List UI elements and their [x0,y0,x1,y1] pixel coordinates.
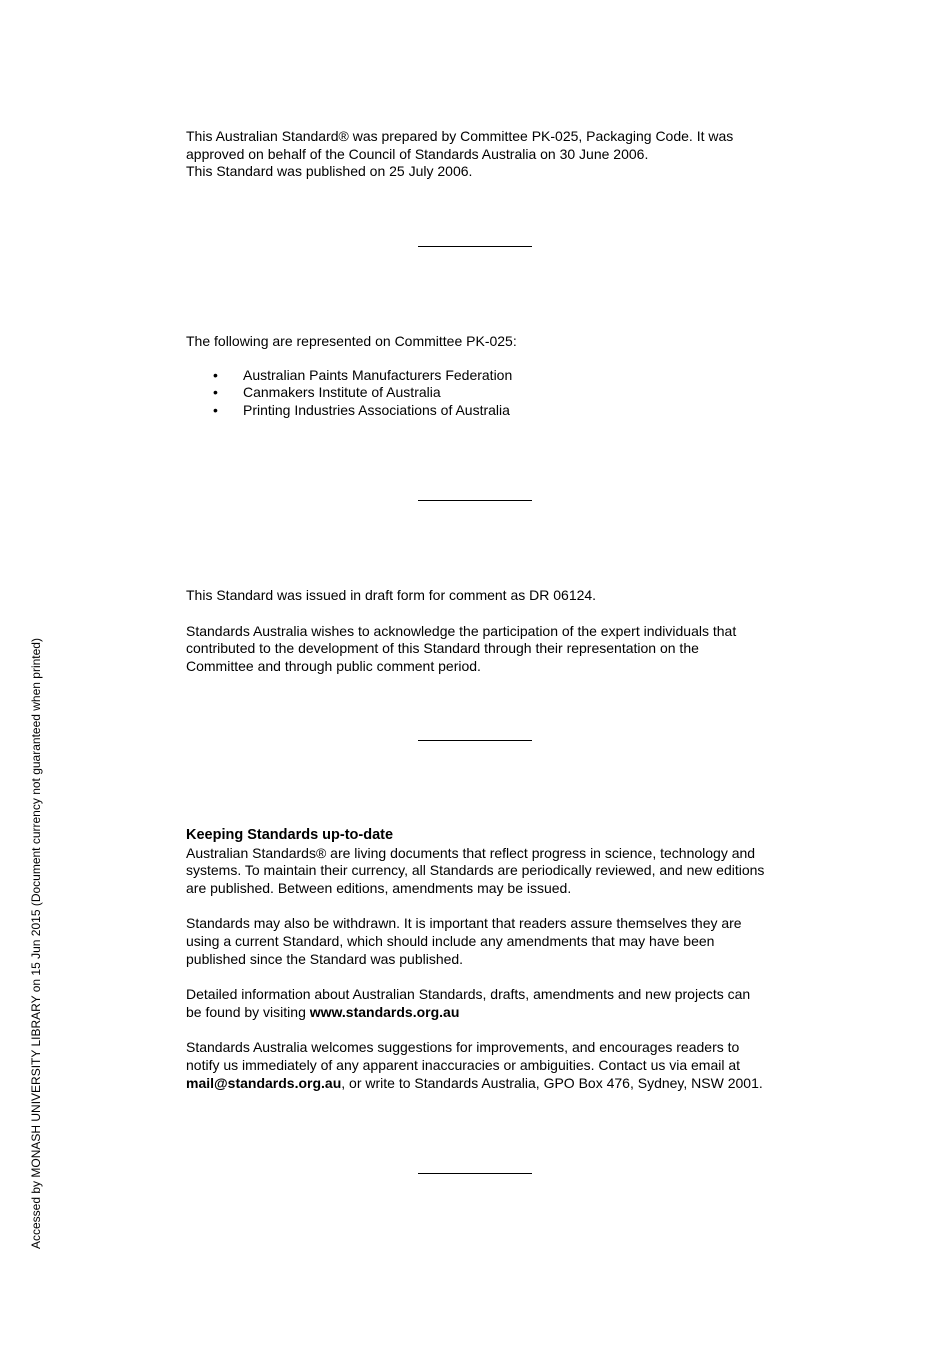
keeping-up-to-date-section [186,827,776,1092]
paragraph-line: notify us immediately of any apparent inaccuracies or ambiguities. Contact us via email at [186,1056,741,1073]
member-name: Printing Industries Associations of Australia [243,401,510,418]
paragraph-line [186,1004,776,1022]
acknowledgement-line: contributed to the development of this Standard through their representation on the [186,640,699,657]
committee-section [186,333,776,419]
bullet-icon: • [213,384,218,401]
committee-members-list [186,367,776,420]
visit-prefix: be found by visiting [186,1003,310,1020]
committee-intro: The following are represented on Committee PK-025: [186,333,517,349]
section-divider [418,500,532,501]
paragraph-line: are published. Between editions, amendments may be issued. [186,879,572,896]
list-item [186,367,776,385]
publication-line: This Standard was published on 25 July 2006. [186,163,473,180]
approval-line: approved on behalf of the Council of Standards Australia on 30 June 2006. [186,145,649,162]
section-divider [418,246,532,247]
section-heading: Keeping Standards up-to-date [186,827,394,843]
withdrawal-paragraph [186,915,776,968]
feedback-paragraph [186,1039,776,1092]
paragraph-line: Standards Australia welcomes suggestions for improvements, and encourages readers to [186,1039,740,1056]
acknowledgement-line: Standards Australia wishes to acknowledge the participation of the expert individuals that [186,622,737,639]
member-name: Canmakers Institute of Australia [243,384,441,401]
bullet-icon: • [213,401,218,418]
website-link[interactable]: www.standards.org.au [309,1003,460,1020]
list-item [186,402,776,420]
bullet-icon: • [213,366,218,383]
acknowledgement-paragraph [186,623,776,676]
paragraph-line: Standards may also be withdrawn. It is important that readers assure themselves they are [186,915,742,932]
preparation-line-1: This Australian Standard® was prepared by Committee PK-025, Packaging Code. It was [186,128,734,144]
paragraph-line: Australian Standards® are living documents that reflect progress in science, technology and [186,844,756,861]
list-item [186,384,776,402]
currency-paragraph [186,845,776,898]
section-divider [418,740,532,741]
email-link[interactable]: mail@standards.org.au [186,1074,342,1091]
paragraph-line: systems. To maintain their currency, all Standards are periodically reviewed, and new editions [186,862,765,879]
acknowledgement-line: Committee and through public comment period. [186,657,481,674]
address-suffix: , or write to Standards Australia, GPO Box 476, Sydney, NSW 2001. [341,1074,763,1091]
paragraph-line: using a current Standard, which should include any amendments that may have been [186,932,715,949]
paragraph-line: Detailed information about Australian Standards, drafts, amendments and new projects can [186,986,751,1003]
draft-section [186,587,776,675]
paragraph-line [186,1075,776,1093]
information-paragraph [186,986,776,1021]
draft-notice: This Standard was issued in draft form for comment as DR 06124. [186,587,597,603]
access-watermark: Accessed by MONASH UNIVERSITY LIBRARY on 15 Jun 2015 (Document currency not guaranteed when printed) [29,638,43,1249]
paragraph-line: published since the Standard was published. [186,950,464,967]
section-divider [418,1173,532,1174]
preparation-notice [186,128,776,181]
member-name: Australian Paints Manufacturers Federation [243,366,513,383]
